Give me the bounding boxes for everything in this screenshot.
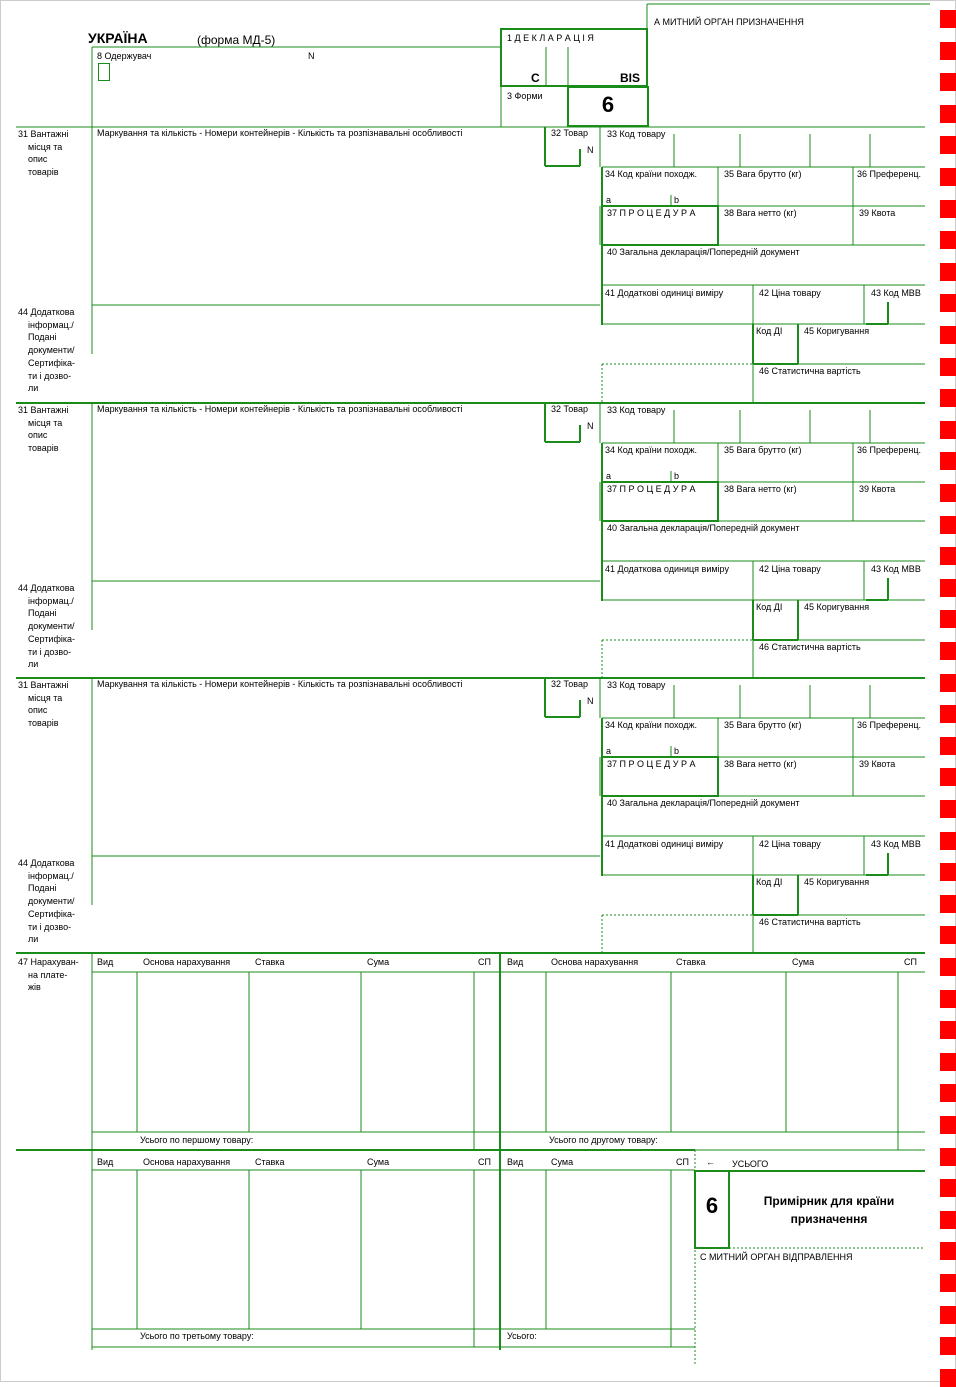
perforation-mark xyxy=(940,10,956,28)
gross-weight-label: 35 Вага брутто (кг) xyxy=(724,169,802,179)
summary-declaration-field[interactable] xyxy=(606,259,924,283)
payment-col-header: Сума xyxy=(551,1157,574,1167)
commodity-code-label: 33 Код товару xyxy=(607,680,666,690)
perforation-mark xyxy=(940,737,956,755)
quota-label: 39 Квота xyxy=(859,208,896,218)
statistical-value-label: 46 Статистична вартість xyxy=(759,366,861,376)
summary-declaration-label: 40 Загальна декларація/Попередній документ xyxy=(607,523,800,533)
perforation-mark xyxy=(940,926,956,944)
declaration-bis: BIS xyxy=(620,71,641,85)
perforation-mark xyxy=(940,547,956,565)
packages-label: 31 Вантажні місця та опис товарів xyxy=(18,405,69,454)
preference-field[interactable] xyxy=(857,732,925,756)
perforation-mark xyxy=(940,610,956,628)
origin-field[interactable] xyxy=(606,181,716,195)
perforation-mark xyxy=(940,294,956,312)
di-code-label: Код ДІ xyxy=(756,602,783,612)
supplementary-units-label: 41 Додаткова одиниця виміру xyxy=(605,564,729,574)
perforation-strip xyxy=(940,0,956,1382)
supplementary-units-label: 41 Додаткові одиниці виміру xyxy=(605,288,724,298)
commodity-code-label: 33 Код товару xyxy=(607,129,666,139)
item-price-label: 42 Ціна товару xyxy=(759,564,821,574)
perforation-mark xyxy=(940,231,956,249)
dest-customs-label: А МИТНИЙ ОРГАН ПРИЗНАЧЕННЯ xyxy=(654,17,804,27)
perforation-mark xyxy=(940,200,956,218)
net-weight-field[interactable] xyxy=(722,219,850,243)
payments-first-item-field[interactable] xyxy=(95,975,497,1130)
consignee-field[interactable] xyxy=(94,82,499,124)
summary-declaration-label: 40 Загальна декларація/Попередній документ xyxy=(607,247,800,257)
gross-weight-field[interactable] xyxy=(722,732,850,756)
summary-declaration-label: 40 Загальна декларація/Попередній документ xyxy=(607,798,800,808)
adjustment-label: 45 Коригування xyxy=(804,877,870,887)
payments-second-item-field[interactable] xyxy=(503,975,923,1130)
consignee-checkbox[interactable] xyxy=(98,63,110,81)
perforation-mark xyxy=(940,863,956,881)
procedure-field[interactable] xyxy=(606,770,716,794)
perforation-mark xyxy=(940,642,956,660)
gross-weight-label: 35 Вага брутто (кг) xyxy=(724,720,802,730)
origin-b-label: b xyxy=(674,746,680,756)
origin-a-label: a xyxy=(606,471,612,481)
net-weight-label: 38 Вага нетто (кг) xyxy=(724,759,797,769)
di-code-label: Код ДІ xyxy=(756,877,783,887)
mvv-code-label: 43 Код МВВ xyxy=(871,564,921,574)
additional-info-label: 44 Додаткова інформац./ Подані документи/ Сертифіка- ти і дозво- ли xyxy=(18,307,76,394)
preference-label: 36 Преференц. xyxy=(857,169,922,179)
total-second-item-label: Усього по другому товару: xyxy=(549,1135,658,1145)
perforation-mark xyxy=(940,389,956,407)
item-price-label: 42 Ціна товару xyxy=(759,839,821,849)
perforation-mark xyxy=(940,484,956,502)
marks-label: Маркування та кількість - Номери контейнерів - Кількість та розпізнавальні особливості xyxy=(97,404,463,414)
payment-col-header: Сума xyxy=(367,957,390,967)
additional-info-field[interactable] xyxy=(95,583,600,679)
forms-label: 3 Форми xyxy=(507,91,543,101)
item-label: 32 Товар xyxy=(551,128,589,138)
item-price-label: 42 Ціна товару xyxy=(759,288,821,298)
total-label: Усього: xyxy=(507,1331,537,1341)
quota-field[interactable] xyxy=(857,495,925,519)
perforation-mark xyxy=(940,1369,956,1387)
procedure-field[interactable] xyxy=(606,495,716,519)
mvv-code-label: 43 Код МВВ xyxy=(871,288,921,298)
form-name: (форма МД-5) xyxy=(197,33,276,47)
consignee-number-label: N xyxy=(308,51,315,61)
perforation-mark xyxy=(940,832,956,850)
perforation-mark xyxy=(940,674,956,692)
perforation-mark xyxy=(940,1116,956,1134)
preference-field[interactable] xyxy=(857,457,925,481)
preference-label: 36 Преференц. xyxy=(857,445,922,455)
perforation-mark xyxy=(940,768,956,786)
marks-field[interactable] xyxy=(95,417,543,579)
adjustment-label: 45 Коригування xyxy=(804,326,870,336)
quota-label: 39 Квота xyxy=(859,484,896,494)
perforation-mark xyxy=(940,263,956,281)
statistical-value-field[interactable] xyxy=(757,929,925,953)
perforation-mark xyxy=(940,168,956,186)
perforation-mark xyxy=(940,579,956,597)
procedure-label: 37 П Р О Ц Е Д У Р А xyxy=(607,759,696,769)
commodity-code-field[interactable] xyxy=(606,692,924,716)
perforation-mark xyxy=(940,800,956,818)
perforation-mark xyxy=(940,1148,956,1166)
marks-field[interactable] xyxy=(95,692,543,854)
net-weight-label: 38 Вага нетто (кг) xyxy=(724,484,797,494)
perforation-mark xyxy=(940,1242,956,1260)
origin-field[interactable] xyxy=(606,457,716,471)
packages-label: 31 Вантажні місця та опис товарів xyxy=(18,680,69,729)
summary-declaration-field[interactable] xyxy=(606,810,924,834)
procedure-field[interactable] xyxy=(606,219,716,243)
payment-col-header: Ставка xyxy=(676,957,706,967)
additional-info-field[interactable] xyxy=(95,858,600,954)
item-price-field[interactable] xyxy=(757,575,862,599)
packages-label: 31 Вантажні місця та опис товарів xyxy=(18,129,69,178)
origin-a-label: a xyxy=(606,195,612,205)
payment-col-header: Вид xyxy=(507,957,524,967)
dest-customs-field[interactable] xyxy=(650,30,930,124)
payment-col-header: Сума xyxy=(367,1157,390,1167)
preference-label: 36 Преференц. xyxy=(857,720,922,730)
payment-col-header: Основа нарахування xyxy=(143,957,231,967)
di-code-label: Код ДІ xyxy=(756,326,783,336)
payment-col-header: Вид xyxy=(97,1157,114,1167)
payment-col-header: СП xyxy=(904,957,917,967)
payment-col-header: Ставка xyxy=(255,957,285,967)
payment-col-header: СП xyxy=(676,1157,689,1167)
net-weight-field[interactable] xyxy=(722,770,850,794)
adjustment-label: 45 Коригування xyxy=(804,602,870,612)
perforation-mark xyxy=(940,136,956,154)
payment-col-header: Основа нарахування xyxy=(143,1157,231,1167)
gross-weight-field[interactable] xyxy=(722,181,850,205)
net-weight-field[interactable] xyxy=(722,495,850,519)
perforation-mark xyxy=(940,1179,956,1197)
declaration-c: С xyxy=(531,71,540,85)
commodity-code-field[interactable] xyxy=(606,141,924,165)
marks-field[interactable] xyxy=(95,141,543,303)
item-label: 32 Товар xyxy=(551,679,589,689)
payments-totals-field[interactable] xyxy=(503,1173,693,1327)
item-label: 32 Товар xyxy=(551,404,589,414)
perforation-mark xyxy=(940,105,956,123)
quota-field[interactable] xyxy=(857,219,925,243)
preference-field[interactable] xyxy=(857,181,925,205)
gross-weight-field[interactable] xyxy=(722,457,850,481)
perforation-mark xyxy=(940,1084,956,1102)
item-n-label: N xyxy=(587,145,594,155)
perforation-mark xyxy=(940,1211,956,1229)
marks-label: Маркування та кількість - Номери контейнерів - Кількість та розпізнавальні особливості xyxy=(97,679,463,689)
origin-b-label: b xyxy=(674,195,680,205)
country-title: УКРАЇНА xyxy=(88,30,148,46)
perforation-mark xyxy=(940,358,956,376)
grand-total-arrow: ← xyxy=(706,1157,715,1167)
origin-label: 34 Код країни походж. xyxy=(605,445,698,455)
procedure-label: 37 П Р О Ц Е Д У Р А xyxy=(607,208,696,218)
declaration-label: 1 Д Е К Л А Р А Ц І Я xyxy=(507,33,594,43)
perforation-mark xyxy=(940,958,956,976)
perforation-mark xyxy=(940,1274,956,1292)
payment-col-header: Вид xyxy=(97,957,114,967)
perforation-mark xyxy=(940,1053,956,1071)
statistical-value-field[interactable] xyxy=(757,378,925,402)
supplementary-units-label: 41 Додаткові одиниці виміру xyxy=(605,839,724,849)
payment-col-header: СП xyxy=(478,957,491,967)
item-price-field[interactable] xyxy=(757,850,862,874)
origin-a-label: a xyxy=(606,746,612,756)
total-third-item-label: Усього по третьому товару: xyxy=(140,1331,254,1341)
item-n-label: N xyxy=(587,696,594,706)
perforation-mark xyxy=(940,705,956,723)
item-price-field[interactable] xyxy=(757,299,862,323)
marks-label: Маркування та кількість - Номери контейнерів - Кількість та розпізнавальні особливості xyxy=(97,128,463,138)
perforation-mark xyxy=(940,42,956,60)
statistical-value-label: 46 Статистична вартість xyxy=(759,917,861,927)
origin-label: 34 Код країни походж. xyxy=(605,169,698,179)
origin-field[interactable] xyxy=(606,732,716,746)
perforation-mark xyxy=(940,421,956,439)
supplementary-units-field[interactable] xyxy=(606,299,751,323)
perforation-mark xyxy=(940,1021,956,1039)
perforation-mark xyxy=(940,452,956,470)
quota-label: 39 Квота xyxy=(859,759,896,769)
origin-label: 34 Код країни походж. xyxy=(605,720,698,730)
payment-col-header: Ставка xyxy=(255,1157,285,1167)
copy-title: Примірник для країни призначення xyxy=(763,1194,895,1226)
mvv-code-label: 43 Код МВВ xyxy=(871,839,921,849)
quota-field[interactable] xyxy=(857,770,925,794)
consignee-label: 8 Одержувач xyxy=(97,51,152,61)
perforation-mark xyxy=(940,1337,956,1355)
additional-info-label: 44 Додаткова інформац./ Подані документи/ Сертифіка- ти і дозво- ли xyxy=(18,583,76,670)
payment-col-header: Вид xyxy=(507,1157,524,1167)
copy-number-footer: 6 xyxy=(705,1193,719,1218)
commodity-code-label: 33 Код товару xyxy=(607,405,666,415)
grand-total-field[interactable] xyxy=(700,1170,925,1173)
payment-col-header: Основа нарахування xyxy=(551,957,639,967)
supplementary-units-field[interactable] xyxy=(606,850,751,874)
payment-col-header: Сума xyxy=(792,957,815,967)
departure-customs-field[interactable] xyxy=(697,1264,925,1364)
perforation-mark xyxy=(940,1306,956,1324)
origin-b-label: b xyxy=(674,471,680,481)
perforation-mark xyxy=(940,73,956,91)
perforation-mark xyxy=(940,326,956,344)
commodity-code-field[interactable] xyxy=(606,417,924,441)
perforation-mark xyxy=(940,516,956,534)
statistical-value-label: 46 Статистична вартість xyxy=(759,642,861,652)
copy-number-header: 6 xyxy=(601,92,615,117)
total-first-item-label: Усього по першому товару: xyxy=(140,1135,254,1145)
payments-third-item-field[interactable] xyxy=(95,1173,497,1327)
perforation-mark xyxy=(940,990,956,1008)
procedure-label: 37 П Р О Ц Е Д У Р А xyxy=(607,484,696,494)
supplementary-units-field[interactable] xyxy=(606,575,751,599)
additional-info-label: 44 Додаткова інформац./ Подані документи/ Сертифіка- ти і дозво- ли xyxy=(18,858,76,945)
payments-section-label: 47 Нарахуван- на плате- жів xyxy=(18,957,79,993)
grand-total-label: УСЬОГО xyxy=(732,1159,769,1169)
statistical-value-field[interactable] xyxy=(757,654,925,678)
gross-weight-label: 35 Вага брутто (кг) xyxy=(724,445,802,455)
additional-info-field[interactable] xyxy=(95,307,600,403)
perforation-mark xyxy=(940,895,956,913)
payment-col-header: СП xyxy=(478,1157,491,1167)
item-n-label: N xyxy=(587,421,594,431)
departure-customs-label: С МИТНИЙ ОРГАН ВІДПРАВЛЕННЯ xyxy=(700,1252,853,1262)
summary-declaration-field[interactable] xyxy=(606,535,924,559)
net-weight-label: 38 Вага нетто (кг) xyxy=(724,208,797,218)
